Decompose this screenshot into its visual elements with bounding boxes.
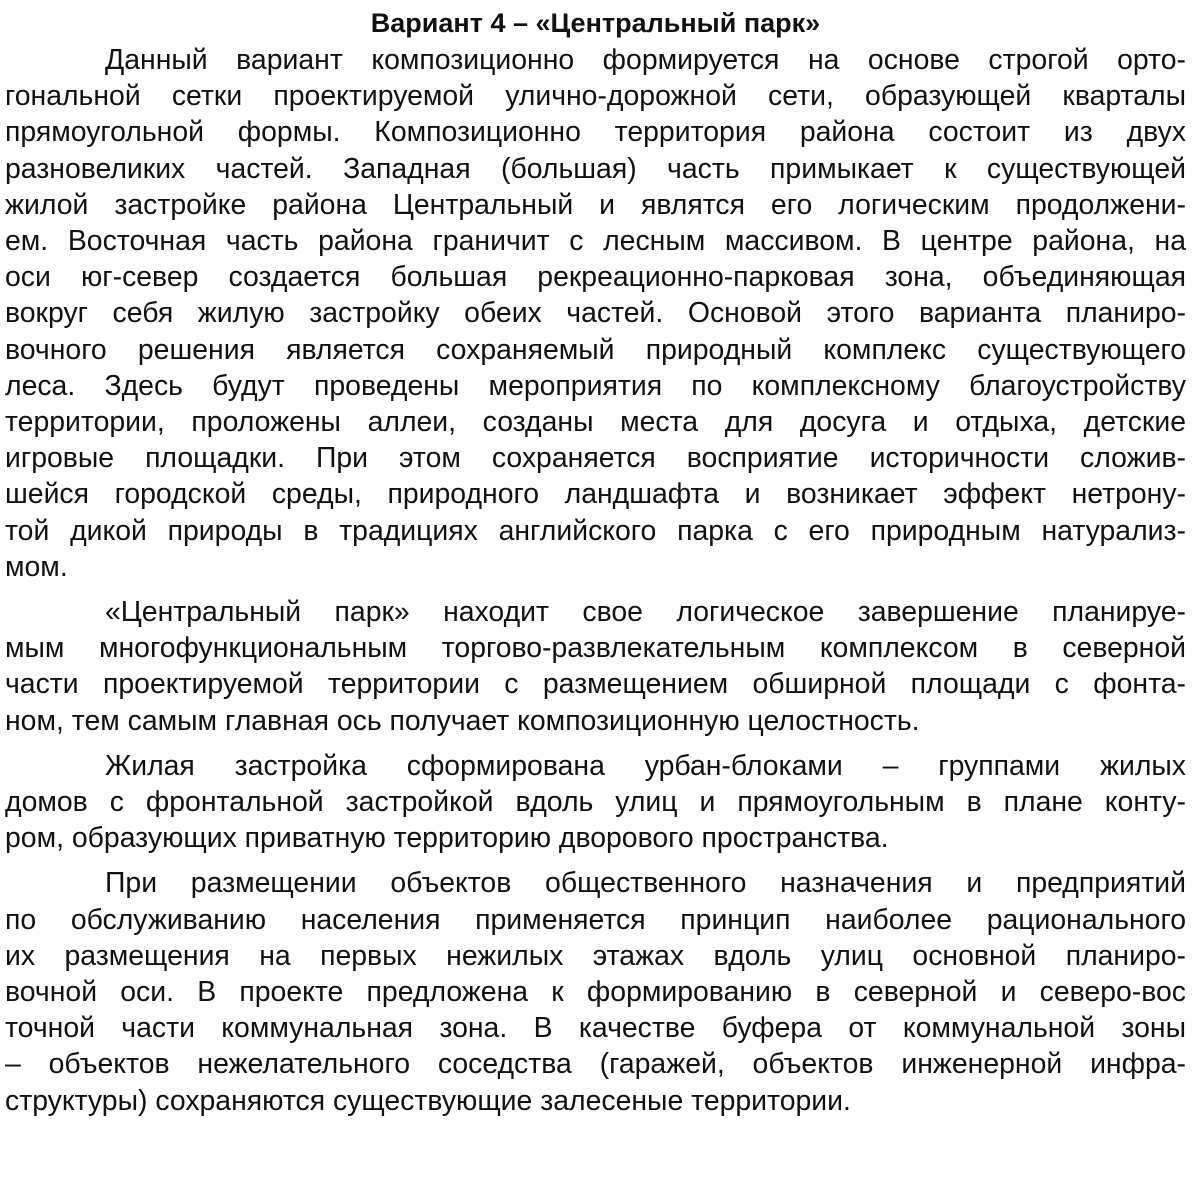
paragraph-line: мом. <box>5 550 68 583</box>
paragraph-line: разновеликих частей. Западная (большая) часть примыкает к существующей <box>5 152 1186 185</box>
paragraph-line: ем. Восточная часть района граничит с лесным массивом. В центре района, на <box>5 225 1186 258</box>
paragraph-line: леса. Здесь будут проведены мероприятия по комплексному благоустройству <box>5 369 1186 402</box>
paragraph-line: вочного решения является сохраняемый природный комплекс существующего <box>5 333 1186 366</box>
paragraph-line: игровые площадки. При этом сохраняется восприятие историчности сложив- <box>5 442 1186 475</box>
paragraph-line: гональной сетки проектируемой улично-дорожной сети, образующей кварталы <box>5 80 1186 113</box>
paragraph-line: «Центральный парк» находит свое логическое завершение планируе- <box>105 596 1186 629</box>
paragraph-line: той дикой природы в традициях английского парка с его природным натурализ- <box>5 514 1186 547</box>
paragraph-line: При размещении объектов общественного назначения и предприятий <box>105 867 1186 900</box>
paragraph-line: – объектов нежелательного соседства (гаражей, объектов инженерной инфра- <box>5 1048 1186 1081</box>
paragraph-line: вочной оси. В проекте предложена к формированию в северной и северо-вос <box>5 976 1186 1009</box>
paragraph-line: структуры) сохраняются существующие залесеные территории. <box>5 1084 851 1117</box>
paragraph-line: территории, проложены аллеи, созданы места для досуга и отдыха, детские <box>5 406 1186 439</box>
paragraph-line: шейся городской среды, природного ландшафта и возникает эффект нетрону- <box>5 478 1186 511</box>
paragraph <box>5 42 1186 585</box>
document-body <box>5 42 1186 1119</box>
paragraph-line: домов с фронтальной застройкой вдоль улиц и прямоугольным в плане конту- <box>5 786 1186 819</box>
paragraph-line: Жилая застройка сформирована урбан-блоками – группами жилых <box>105 749 1186 782</box>
paragraph-line: их размещения на первых нежилых этажах вдоль улиц основной планиро- <box>5 939 1186 972</box>
paragraph <box>5 748 1186 857</box>
paragraph-line: прямоугольной формы. Композиционно территория района состоит из двух <box>5 116 1186 149</box>
paragraph-line: ном, тем самым главная ось получает композиционную целостность. <box>5 704 920 737</box>
paragraph-line: жилой застройке района Центральный и являтся его логическим продолжени- <box>5 188 1186 221</box>
paragraph-line: Данный вариант композиционно формируется на основе строгой орто- <box>105 44 1186 76</box>
paragraph-line: ром, образующих приватную территорию дворового пространства. <box>5 822 889 855</box>
paragraph <box>5 865 1186 1118</box>
paragraph-line: части проектируемой территории с размещением обширной площади с фонта- <box>5 668 1186 701</box>
paragraph <box>5 594 1186 739</box>
paragraph-line: вокруг себя жилую застройку обеих частей. Основой этого варианта планиро- <box>5 297 1186 330</box>
document-title: Вариант 4 – «Центральный парк» <box>370 8 821 38</box>
paragraph-line: точной части коммунальная зона. В качестве буфера от коммунальной зоны <box>5 1012 1186 1045</box>
paragraph-line: оси юг-север создается большая рекреационно-парковая зона, объединяющая <box>5 261 1186 294</box>
paragraph-line: по обслуживанию населения применяется принцип наиболее рационального <box>5 903 1186 936</box>
paragraph-line: мым многофункциональным торгово-развлекательным комплексом в северной <box>5 632 1186 665</box>
